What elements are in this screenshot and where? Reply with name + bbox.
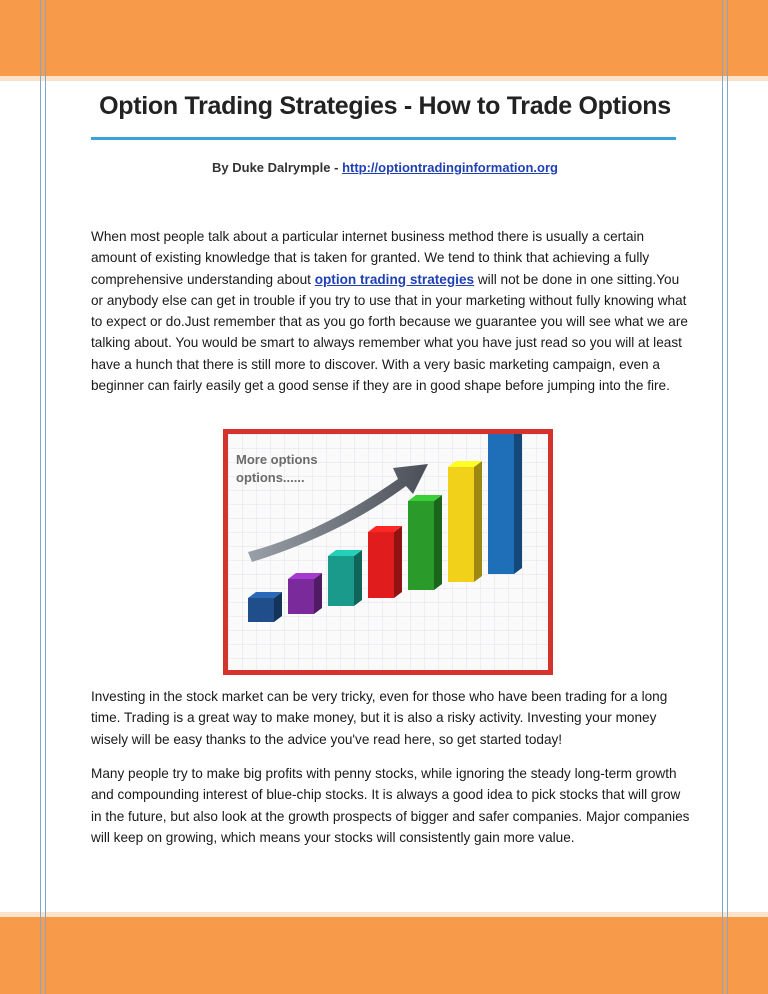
illustration-caption-line1: More options [236, 452, 318, 467]
footer-band [0, 917, 768, 994]
bar-side [514, 434, 522, 574]
right-border-line [727, 0, 728, 994]
chart-bar [408, 495, 442, 590]
bar-front [328, 556, 354, 606]
bar-front [288, 579, 314, 614]
left-border-line [40, 0, 41, 994]
right-border-line [722, 0, 723, 994]
illustration-caption-line2: options...... [236, 470, 305, 485]
bar-side [394, 526, 402, 598]
title-underline [91, 137, 676, 140]
paragraph-text: will not be done in one sitting.You or anybody else can get in trouble if you try to use that in your marketing without fully knowing what to expect or do.Just remember that as you go forth because we guarantee you will see what we are talking about. You would be smart to always remember what you have just read so you will at least have a hunch that there is still more to discover. With a very basic marketing campaign, even a beginner can fairly easily get a good sense if they are in good shape before jumping into the fire. [91, 271, 688, 394]
byline [60, 160, 710, 175]
byline-link[interactable]: http://optiontradinginformation.org [342, 160, 558, 175]
bar-front [448, 467, 474, 582]
header-band [0, 0, 768, 76]
bar-side [354, 550, 362, 606]
chart-bar [448, 461, 482, 582]
bar-front [408, 501, 434, 590]
chart-bar [248, 592, 282, 622]
chart-bar [288, 573, 322, 614]
page-title: Option Trading Strategies - How to Trade Options [99, 92, 671, 120]
bar-side [474, 461, 482, 582]
chart-bar [368, 526, 402, 598]
illustration-svg [228, 434, 548, 670]
bar-front [488, 434, 514, 574]
left-border-line [45, 0, 46, 994]
paragraph-text: When most people talk about a particular internet business method there is usually a certain amount of existing knowledge that is taken for granted. We tend to think that achieving a fully comprehensive understanding about [91, 229, 650, 287]
chart-bar [328, 550, 362, 606]
header-band-strip [0, 76, 768, 81]
bar-side [314, 573, 322, 614]
paragraph-penny-stocks: Many people try to make big profits with penny stocks, while ignoring the steady long-term growth and compounding interest of blue-chip stocks. It is always a good idea to pick stocks that will grow in the future, but also look at the growth prospects of bigger and safer companies. Major companies will keep on growing, which means your stocks will consistently gain more value. [91, 766, 690, 845]
bar-side [434, 495, 442, 590]
option-trading-strategies-link[interactable]: option trading strategies [314, 271, 475, 287]
byline-author: By Duke Dalrymple - [212, 160, 343, 175]
bar-chart-illustration [223, 429, 553, 675]
paragraph-investing: Investing in the stock market can be very tricky, even for those who have been trading for a long time. Trading is a great way to make money, but it is also a risky activity. Investing your money wisely will be easy thanks to the advice you've read here, so get started today! [91, 689, 668, 747]
paragraph-intro [91, 226, 691, 396]
bar-front [368, 532, 394, 598]
chart-bar [488, 434, 522, 574]
bar-front [248, 598, 274, 622]
